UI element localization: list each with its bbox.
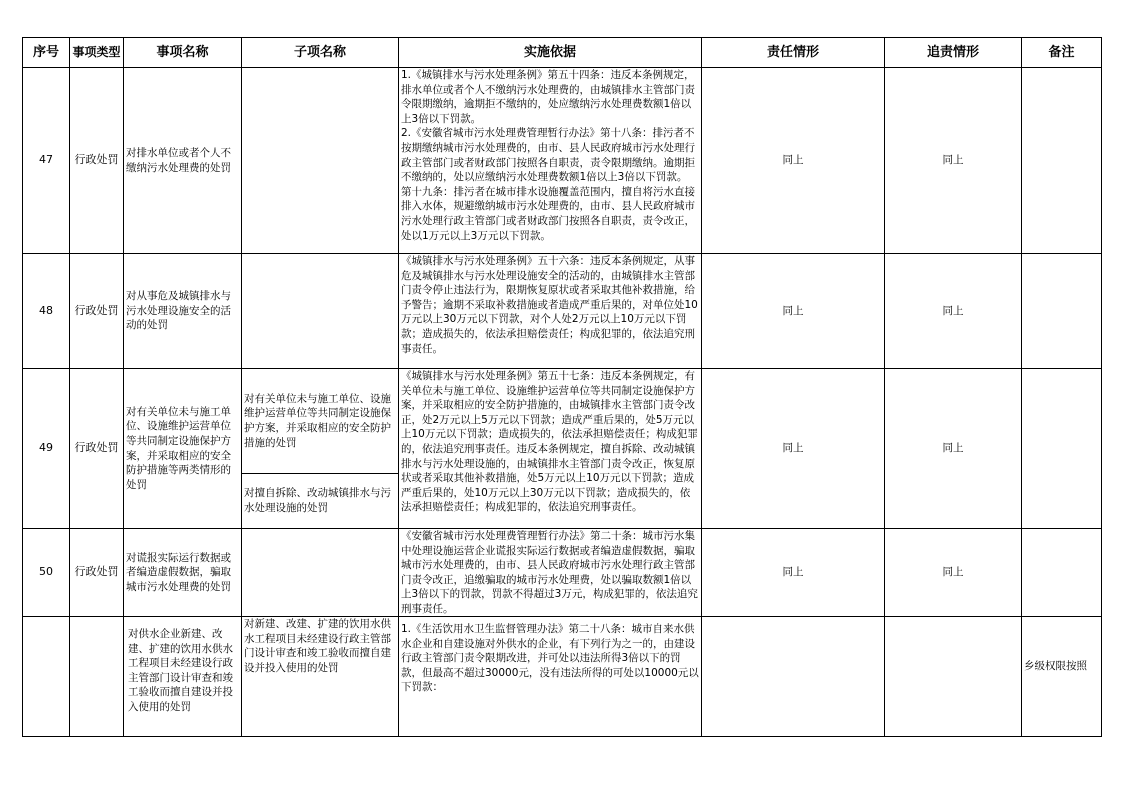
header-seq: 序号 <box>23 38 70 68</box>
row-sub <box>242 254 399 369</box>
row-sub-cell <box>242 369 399 529</box>
row-sub <box>242 68 399 254</box>
row-account: 同上 <box>885 254 1022 369</box>
row-type: 行政处罚 <box>70 369 124 529</box>
row-sub-b-text: 对擅自拆除、改动城镇排水与污水处理设施的处罚 <box>244 487 391 514</box>
row-sub: 对新建、改建、扩建的饮用水供水工程项目未经建设行政主管部门设计审查和竣工验收而擅自建设并投入使用的处罚 <box>242 617 399 737</box>
row-seq: 49 <box>23 369 70 529</box>
row-basis: 1.《生活饮用水卫生监督管理办法》第二十八条：城市自来水供水企业和自建设施对外供水的企业，有下列行为之一的，由建设行政主管部门责令限期改进，并可处以违法所得3倍以下的罚款，但最高不超过30000元，没有违法所得的可处以10000元以下罚款： <box>401 623 699 694</box>
row-duty: 同上 <box>702 68 885 254</box>
row-name: 对供水企业新建、改建、扩建的饮用水供水工程项目未经建设行政主管部门设计审查和竣工验收而擅自建设并投入使用的处罚 <box>128 628 233 713</box>
header-name: 事项名称 <box>124 38 242 68</box>
row-basis: 1.《城镇排水与污水处理条例》第五十四条：违反本条例规定，排水单位或者个人不缴纳污水处理费的，由城镇排水主管部门责令限期缴纳，逾期拒不缴纳的，处应缴纳污水处理费数额1倍以上3倍以下罚款。 2.《安徽省城市污水处理费管理暂行办法》第十八条：排污者不按期缴纳城市污水处理费的，由市、县人民政府城市污水处理行政主管部门或者财政部门按照各自职责，责令限期缴纳。逾期拒不缴纳的，处以应缴纳污水处理费数额1倍以上3倍以下罚款。 第十九条：排污者在城市排水设施覆盖范围内，擅自将污水直接排入水体，规避缴纳城市污水处理费的，由市、县人民政府城市污水处理行政主管部门或者财政部门按照各自职责，责令改正，处以1万元以上3万元以下罚款。 <box>401 69 695 242</box>
row-note <box>1022 369 1102 529</box>
row-note <box>1022 254 1102 369</box>
regulation-table-sheet <box>22 37 1101 713</box>
row-seq: 50 <box>23 529 70 617</box>
row-type: 行政处罚 <box>70 68 124 254</box>
regulation-table <box>22 37 1102 737</box>
row-seq <box>23 617 70 737</box>
row-name: 对有关单位未与施工单位、设施维护运营单位等共同制定设施保护方案，并采取相应的安全防护措施等两类情形的处罚 <box>124 369 242 529</box>
row-basis-cell <box>399 254 702 369</box>
header-sub: 子项名称 <box>242 38 399 68</box>
row-sub-a <box>242 369 398 474</box>
row-type: 行政处罚 <box>70 529 124 617</box>
row-name: 对谎报实际运行数据或者编造虚假数据，骗取城市污水处理费的处罚 <box>124 529 242 617</box>
row-account <box>885 617 1022 737</box>
row-duty: 同上 <box>702 529 885 617</box>
row-seq: 47 <box>23 68 70 254</box>
row-name: 对从事危及城镇排水与污水处理设施安全的活动的处罚 <box>124 254 242 369</box>
row-account: 同上 <box>885 68 1022 254</box>
table-row <box>23 369 1102 529</box>
header-type: 事项类型 <box>70 38 124 68</box>
table-row <box>23 617 1102 737</box>
row-note <box>1022 68 1102 254</box>
row-name: 对排水单位或者个人不缴纳污水处理费的处罚 <box>124 68 242 254</box>
row-name-cell <box>124 617 242 737</box>
row-basis-cell <box>399 617 702 737</box>
table-row <box>23 68 1102 254</box>
row-type: 行政处罚 <box>70 254 124 369</box>
row-duty: 同上 <box>702 369 885 529</box>
row-account: 同上 <box>885 529 1022 617</box>
row-note <box>1022 529 1102 617</box>
row-account: 同上 <box>885 369 1022 529</box>
table-row <box>23 529 1102 617</box>
row-sub-b <box>242 474 398 528</box>
row-duty: 同上 <box>702 254 885 369</box>
row-basis-cell <box>399 68 702 254</box>
row-basis-cell <box>399 369 702 529</box>
row-basis: 《城镇排水与污水处理条例》五十六条：违反本条例规定，从事危及城镇排水与污水处理设施安全的活动的，由城镇排水主管部门责令停止违法行为，限期恢复原状或者采取其他补救措施，给予警告；逾期不采取补救措施或者造成严重后果的，对单位处10万元以上30万元以下罚款，对个人处2万元以上10万元以下罚款；造成损失的，依法承担赔偿责任；构成犯罪的，依法追究刑事责任。 <box>401 255 698 355</box>
row-note-cell <box>1022 617 1102 737</box>
row-basis: 《安徽省城市污水处理费管理暂行办法》第二十条：城市污水集中处理设施运营企业谎报实际运行数据或者编造虚假数据，骗取城市污水处理费的，由市、县人民政府城市污水处理行政主管部门责令改正，追缴骗取的城市污水处理费，处以骗取数额1倍以上3倍以下的罚款，罚款不得超过3万元，构成犯罪的，依法追究刑事责任。 <box>401 530 698 615</box>
row-seq: 48 <box>23 254 70 369</box>
header-duty: 责任情形 <box>702 38 885 68</box>
header-basis: 实施依据 <box>399 38 702 68</box>
row-basis: 《城镇排水与污水处理条例》第五十七条：违反本条例规定，有关单位未与施工单位、设施维护运营单位等共同制定设施保护方案，并采取相应的安全防护措施的，由城镇排水主管部门责令改正，处2万元以上5万元以下罚款；造成严重后果的，处5万元以上10万元以下罚款；造成损失的，依法承担赔偿责任；构成犯罪的，依法追究刑事责任。违反本条例规定，擅自拆除、改动城镇排水与污水处理设施的，由城镇排水主管部门责令改正，恢复原状或者采取其他补救措施，处5万元以上10万元以下罚款；造成严重后果的，处10万元以上30万元以下罚款；造成损失的，依法承担赔偿责任；构成犯罪的，依法追究刑事责任。 <box>401 370 698 514</box>
row-duty <box>702 617 885 737</box>
header-account: 追责情形 <box>885 38 1022 68</box>
row-sub <box>242 529 399 617</box>
header-note: 备注 <box>1022 38 1102 68</box>
row-basis-cell <box>399 529 702 617</box>
row-note: 乡级权限按照 <box>1024 660 1087 672</box>
row-sub-a-text: 对有关单位未与施工单位、设施维护运营单位等共同制定设施保护方案，并采取相应的安全防护措施的处罚 <box>244 392 391 449</box>
table-row <box>23 254 1102 369</box>
table-header-row <box>23 38 1102 68</box>
row-type <box>70 617 124 737</box>
